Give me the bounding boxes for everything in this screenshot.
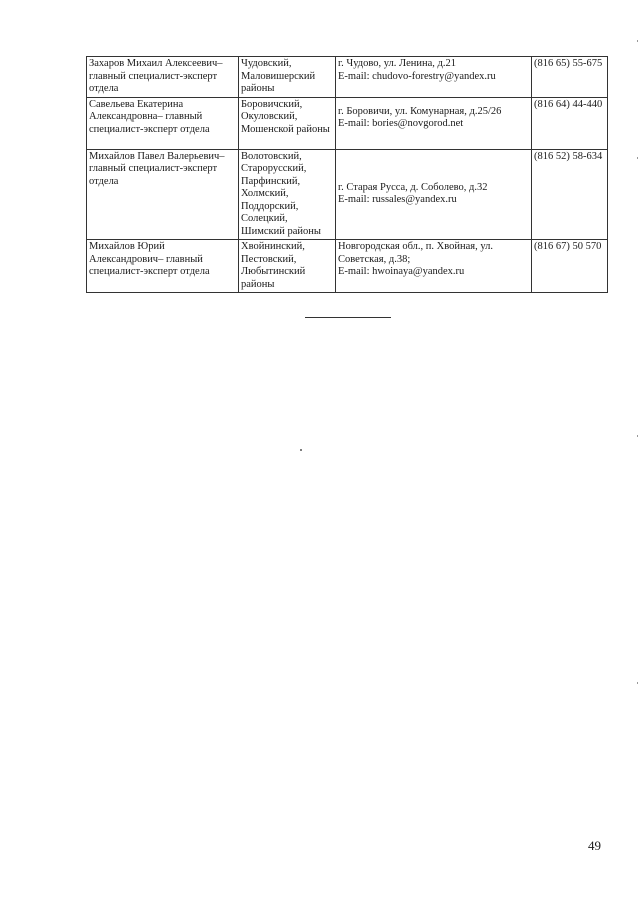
person-cell: Михайлов Юрий Александрович– главный специалист-эксперт отдела [87, 240, 239, 293]
email-line: E-mail: chudovo-forestry@yandex.ru [338, 70, 496, 82]
address-cell [336, 97, 532, 149]
address-line: г. Боровичи, ул. Комунарная, д.25/26 [338, 105, 502, 117]
separator-line [305, 317, 391, 318]
table-row [87, 149, 608, 240]
address-line: г. Старая Русса, д. Соболево, д.32 [338, 181, 488, 193]
email-line: E-mail: russales@yandex.ru [338, 194, 457, 206]
email-line: E-mail: bories@novgorod.net [338, 118, 464, 129]
address-line: г. Чудово, ул. Ленина, д.21 [338, 58, 456, 69]
table-row [87, 240, 608, 293]
phone-cell: (816 52) 58-634 [532, 149, 608, 240]
address-cell [336, 240, 532, 293]
scan-mark [637, 682, 638, 684]
table-row [87, 57, 608, 98]
page-number: 49 [588, 838, 601, 853]
districts-cell: Волотовский, Старорусский, Парфинский, Холмский, Поддорский, Солецкий, Шимский районы [239, 149, 336, 240]
person-cell: Савельева Екатерина Александровна– главный специалист-эксперт отдела [87, 97, 239, 149]
person-cell: Захаров Михаил Алексеевич– главный специалист-эксперт отдела [87, 57, 239, 98]
address-line: Новгородская обл., п. Хвойная, ул. Советская, д.38; [338, 241, 494, 265]
stray-dot [300, 449, 302, 451]
districts-cell: Хвойнинский, Пестовский, Любытинский районы [239, 240, 336, 293]
phone-cell: (816 65) 55-675 [532, 57, 608, 98]
email-line: E-mail: hwoinaya@yandex.ru [338, 266, 465, 277]
contacts-table [86, 56, 608, 293]
scan-mark [637, 40, 638, 42]
table-row [87, 97, 608, 149]
person-cell: Михайлов Павел Валерьевич– главный специалист-эксперт отдела [87, 149, 239, 240]
scan-mark [637, 157, 638, 159]
districts-cell: Боровичский, Окуловский, Мошенской районы [239, 97, 336, 149]
districts-cell: Чудовский, Маловишерский районы [239, 57, 336, 98]
address-cell [336, 149, 532, 240]
phone-cell: (816 67) 50 570 [532, 240, 608, 293]
address-cell [336, 57, 532, 98]
phone-cell: (816 64) 44-440 [532, 97, 608, 149]
scan-mark [637, 435, 638, 437]
